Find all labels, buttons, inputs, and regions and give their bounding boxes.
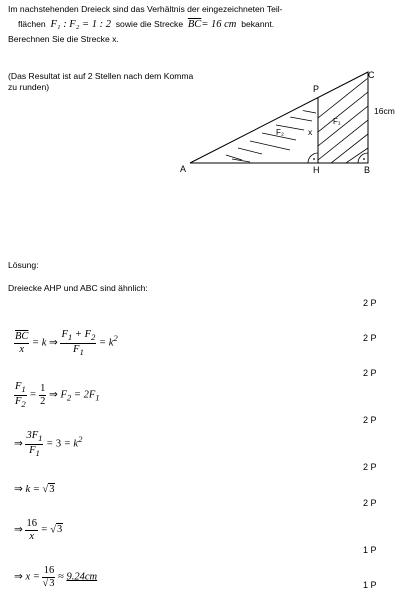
label-c: C (368, 70, 375, 80)
points-3: 2 P (363, 368, 377, 378)
formula-5: ⇒ $\frac{16}{x}$ = √3 (14, 518, 63, 542)
formula-1: $\frac{\overline{BC}}{x}$ = k ⇒ $\frac{F_1 + F_2}{F_1}$ = $k^2$ (15, 329, 118, 357)
triangle-abc (190, 72, 368, 163)
rounding-note-1: (Das Resultat ist auf 2 Stellen nach dem Komma (8, 71, 194, 81)
points-7: 1 P (363, 545, 377, 555)
label-b: B (364, 165, 371, 175)
problem-line-2-prefix: flächen (18, 19, 46, 29)
segment-bc: $\overline{BC}$ (187, 19, 202, 30)
points-8: 1 P (363, 580, 377, 590)
label-a: A (180, 164, 187, 174)
label-h: H (313, 165, 320, 175)
points-1: 2 P (363, 298, 377, 308)
formula-4: ⇒ k = √3 (14, 484, 55, 495)
right-angle-h-dot (313, 158, 315, 160)
formula-6: ⇒ x = $\frac{16}{√3}$ ≈ 9.24cm (14, 565, 98, 589)
problem-line-2-suffix: bekannt. (241, 19, 275, 29)
right-angle-b-dot (363, 158, 365, 160)
segment-bc-value: = 16 cm (201, 19, 237, 30)
points-4: 2 P (363, 415, 377, 425)
f2-hatching (226, 110, 316, 162)
label-p: P (313, 84, 320, 94)
formula-3: ⇒ $\frac{3F_1}{F_1}$ = $3 = k^2$ (14, 430, 83, 458)
problem-line-3: Berechnen Sie die Strecke x. (8, 34, 119, 44)
formula-2: $\frac{F_1}{F_2}$ = $\frac{1}{2}$ ⇒ $F_2 = 2F_1$ (15, 381, 100, 409)
label-f2: F₂ (276, 128, 284, 137)
right-angle-h (308, 153, 318, 163)
points-6: 2 P (363, 498, 377, 508)
points-5: 2 P (363, 462, 377, 472)
points-2: 2 P (363, 333, 377, 343)
problem-line-1: Im nachstehenden Dreieck sind das Verhältnis der eingezeichneten Teil- (8, 4, 283, 14)
f1-hatching (318, 78, 368, 167)
triangle-figure (0, 0, 408, 185)
rounding-note-2: zu runden) (8, 82, 50, 92)
solution-heading: Lösung: (8, 260, 39, 270)
label-bc-length: 16cm (374, 106, 395, 116)
right-angle-b (358, 153, 368, 163)
label-x: x (308, 127, 313, 137)
solution-line-1: Dreiecke AHP und ABC sind ähnlich: (8, 283, 148, 293)
area-ratio: F₁ : F₂ = 1 : 2 (50, 19, 111, 30)
label-f1: F₁ (333, 117, 341, 126)
problem-line-2-mid: sowie die Strecke (115, 19, 184, 29)
